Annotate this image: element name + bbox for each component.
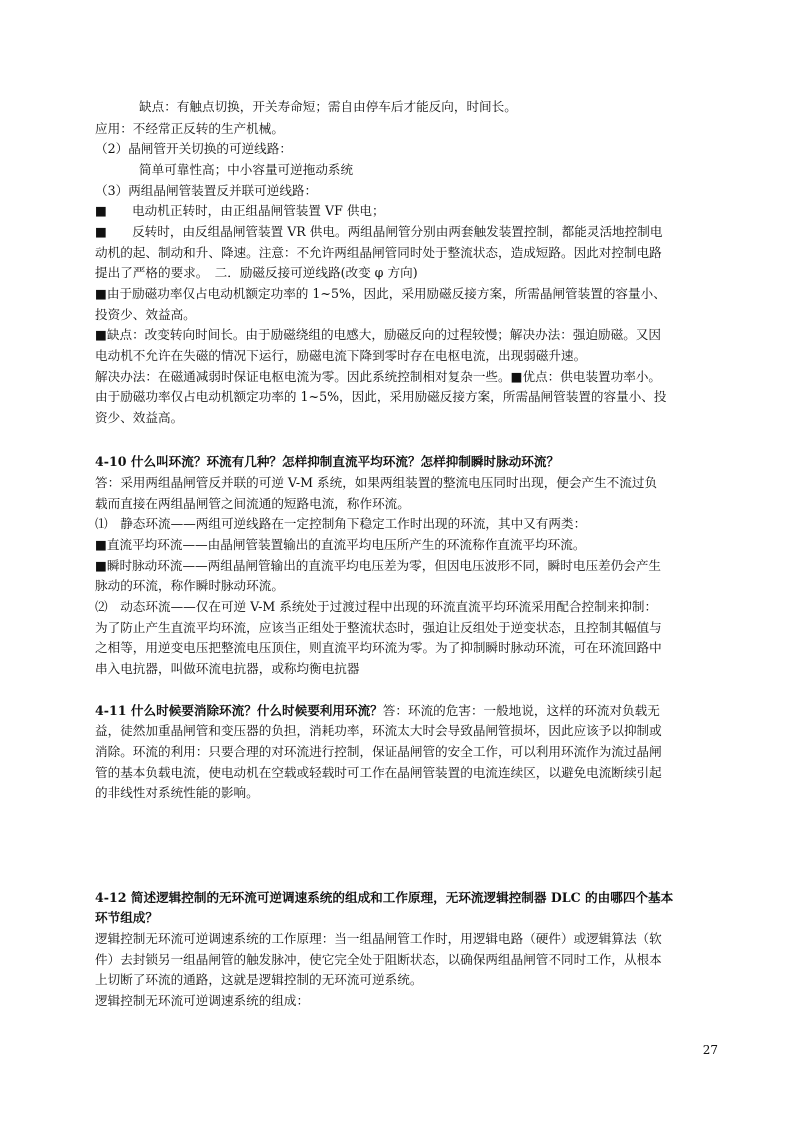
section-heading-4-12: 4-12 简述逻辑控制的无环流可逆调速系统的组成和工作原理，无环流逻辑控制器 DLC 的由哪四个基本: [95, 890, 674, 905]
text-line: ■瞬时脉动环流——两组晶闸管输出的直流平均电压差为零，但因电压波形不同，瞬时电压差仍会产生: [95, 558, 662, 573]
text-line: 的非线性对系统性能的影响。: [95, 785, 259, 800]
text-line: 应用：不经常正反转的生产机械。: [95, 121, 284, 136]
page-number: 27: [702, 1043, 718, 1057]
text-line: 电动机不允许在失磁的情况下运行，励磁电流下降到零时存在电枢电流，出现弱磁升速。: [95, 348, 587, 363]
text-line: ⑵ 动态环流——仅在可逆 V-M 系统处于过渡过程中出现的环流直流平均环流采用配合控制来抑制：: [95, 599, 658, 614]
section-heading-4-11: 4-11 什么时候要消除环流？什么时候要利用环流？: [95, 703, 383, 718]
text-line: ■直流平均环流——由晶闸管装置输出的直流平均电压所产生的环流称作直流平均环流。: [95, 537, 586, 552]
text-line: 逻辑控制无环流可逆调速系统的组成：: [95, 993, 310, 1008]
text-line: （3）两组晶闸管装置反并联可逆线路：: [95, 183, 318, 198]
text-line: ■ 反转时，由反组晶闸管装置 VR 供电。两组晶闸管分别由两套触发装置控制，都能灵活地控制电: [95, 224, 663, 239]
text-line: 为了防止产生直流平均环流，应该当正组处于整流状态时，强迫让反组处于逆变状态，且控制其幅值与: [95, 620, 662, 635]
text-line: 载而直接在两组晶闸管之间流通的短路电流，称作环流。: [95, 496, 410, 511]
text-line: 件）去封锁另一组晶闸管的触发脉冲，使它完全处于阻断状态，以确保两组晶闸管不同时工作，从根本: [95, 952, 662, 967]
text-line: 解决办法：在磁通减弱时保证电枢电流为零。因此系统控制相对复杂一些。■优点：供电装置功率小。: [95, 369, 662, 384]
text-line: 答：采用两组晶闸管反并联的可逆 V-M 系统，如果两组装置的整流电压同时出现，便会产生不流过负: [95, 475, 658, 490]
text-line: 简单可靠性高；中小容量可逆拖动系统: [139, 162, 354, 177]
text-line: 逻辑控制无环流可逆调速系统的工作原理：当一组晶闸管工作时，用逻辑电路（硬件）或逻辑算法（软: [95, 931, 662, 946]
text-line: 管的基本负载电流，使电动机在空载或轻载时可工作在晶闸管装置的电流连续区，以避免电流断续引起: [95, 765, 662, 780]
text-line: 脉动的环流，称作瞬时脉动环流。: [95, 578, 284, 593]
text-line: 提出了严格的要求。 二．励磁反接可逆线路(改变 φ 方向): [95, 265, 418, 280]
section-heading-4-10: 4-10 什么叫环流？环流有几种？怎样抑制直流平均环流？怎样抑制瞬时脉动环流？: [95, 454, 560, 469]
text-line: 之相等，用逆变电压把整流电压顶住，则直流平均环流为零。为了抑制瞬时脉动环流，可在环流回路中: [95, 640, 662, 655]
text-line: 消除。环流的利用：只要合理的对环流进行控制，保证晶闸管的安全工作，可以利用环流作为流过晶闸: [95, 744, 662, 759]
text-line: 缺点：有触点切换，开关寿命短；需自由停车后才能反向，时间长。: [139, 99, 517, 114]
text-line: ■缺点：改变转向时间长。由于励磁绕组的电感大，励磁反向的过程较慢；解决办法：强迫励磁。又因: [95, 327, 662, 342]
answer-text: 答：环流的危害：一般地说，这样的环流对负载无: [382, 703, 660, 718]
text-line: ■ 电动机正转时，由正组晶闸管装置 VF 供电；: [95, 203, 385, 218]
text-line: 投资少、效益高。: [95, 307, 196, 322]
text-line: 由于励磁功率仅占电动机额定功率的 1~5%，因此，采用励磁反接方案，所需晶闸管装置的容量小、投: [95, 389, 667, 404]
text-line: （2）晶闸管开关切换的可逆线路：: [95, 141, 292, 156]
text-line: 益，徒然加重晶闸管和变压器的负担，消耗功率，环流太大时会导致晶闸管损坏，因此应该予以抑制或: [95, 723, 662, 738]
text-line: ■由于励磁功率仅占电动机额定功率的 1~5%，因此，采用励磁反接方案，所需晶闸管装置的容量小、: [95, 286, 666, 301]
text-line: 动机的起、制动和升、降速。注意：不允许两组晶闸管同时处于整流状态，造成短路。因此对控制电路: [95, 245, 662, 260]
text-line: ⑴ 静态环流——两组可逆线路在一定控制角下稳定工作时出现的环流，其中又有两类：: [95, 516, 587, 531]
text-line: 资少、效益高。: [95, 410, 184, 425]
text-line: 串入电抗器，叫做环流电抗器，或称均衡电抗器: [95, 661, 360, 676]
section-heading-4-12-cont: 环节组成？: [95, 910, 158, 925]
section-line-4-11: [95, 703, 660, 719]
text-line: 上切断了环流的通路，这就是逻辑控制的无环流可逆系统。: [95, 972, 423, 987]
